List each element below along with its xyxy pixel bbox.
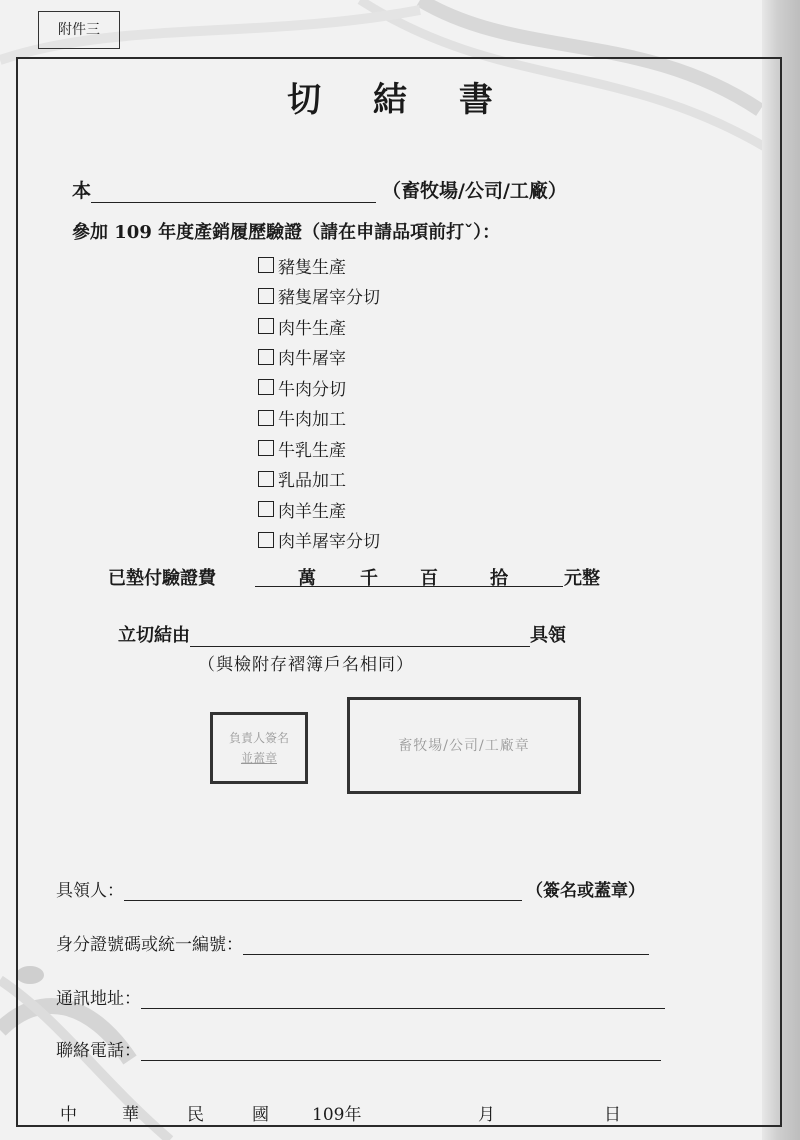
checklist-item[interactable]: [258, 403, 380, 434]
phone-line[interactable]: [141, 1040, 661, 1061]
item-label: 肉牛生產: [278, 318, 346, 339]
checkbox[interactable]: [258, 501, 274, 517]
payee-line[interactable]: [190, 626, 530, 647]
item-label: 肉羊屠宰分切: [278, 532, 380, 553]
checkbox[interactable]: [258, 471, 274, 487]
statement-suffix: 具領: [530, 625, 566, 646]
annex-label: 附件三: [38, 11, 120, 49]
fee-unit-bai: 百: [420, 568, 438, 589]
item-label: 豬隻屠宰分切: [278, 288, 380, 309]
date-row: [0, 1100, 800, 1126]
checkbox[interactable]: [258, 257, 274, 273]
recipient-note: （簽名或蓋章）: [526, 881, 645, 901]
recipient-row: [56, 876, 645, 901]
form-title: 切 結 書: [287, 80, 513, 120]
address-row: [56, 984, 665, 1009]
address-label: 通訊地址：: [56, 989, 141, 1009]
statement-prefix: 立切結由: [118, 625, 190, 646]
date-char-guo: 國: [252, 1105, 269, 1125]
recipient-label: 具領人：: [56, 881, 124, 901]
checklist-item[interactable]: [258, 372, 380, 403]
company-seal-label: 畜牧場/公司/工廠章: [398, 737, 530, 754]
checklist-item[interactable]: [258, 464, 380, 495]
checklist-item[interactable]: [258, 494, 380, 525]
date-year: 109年: [312, 1105, 362, 1125]
date-month: 月: [478, 1105, 495, 1125]
id-label: 身分證號碼或統一編號：: [56, 935, 243, 955]
item-label: 肉羊生產: [278, 501, 346, 522]
date-char-min: 民: [187, 1105, 204, 1125]
item-label: 豬隻生產: [278, 257, 346, 278]
fee-unit-shi: 拾: [490, 568, 508, 589]
fee-suffix: 元整: [564, 568, 600, 589]
responsible-label-line2: 並蓋章: [240, 751, 277, 765]
checkbox[interactable]: [258, 410, 274, 426]
checklist-item[interactable]: [258, 250, 380, 281]
header-row: [72, 176, 567, 203]
checkbox[interactable]: [258, 532, 274, 548]
item-label: 乳品加工: [278, 471, 346, 492]
item-label: 牛肉加工: [278, 410, 346, 431]
checkbox[interactable]: [258, 440, 274, 456]
item-label: 牛乳生產: [278, 440, 346, 461]
header-suffix: （畜牧場/公司/工廠）: [382, 180, 567, 202]
responsible-label-line1: 負責人簽名: [228, 731, 289, 745]
fee-unit-qian: 千: [360, 568, 378, 589]
header-prefix: 本: [72, 180, 92, 202]
statement-row: [118, 621, 566, 647]
company-seal-box[interactable]: [347, 697, 581, 794]
fee-unit-wan: 萬: [298, 568, 316, 589]
checkbox[interactable]: [258, 379, 274, 395]
phone-label: 聯絡電話：: [56, 1041, 141, 1061]
statement-note: （與檢附存褶簿戶名相同）: [198, 655, 414, 675]
checklist-item[interactable]: [258, 525, 380, 556]
recipient-line[interactable]: [124, 880, 522, 901]
item-label: 肉牛屠宰: [278, 349, 346, 370]
id-row: [56, 930, 649, 955]
item-checklist: [258, 250, 380, 555]
checkbox[interactable]: [258, 318, 274, 334]
checklist-item[interactable]: [258, 342, 380, 373]
participation-row: [72, 218, 500, 244]
checkbox[interactable]: [258, 288, 274, 304]
phone-row: [56, 1036, 661, 1061]
fee-label: 已墊付驗證費: [108, 568, 216, 589]
checklist-item[interactable]: [258, 281, 380, 312]
id-line[interactable]: [243, 934, 649, 955]
entity-name-line[interactable]: [91, 182, 376, 203]
date-char-hua: 華: [122, 1105, 139, 1125]
participation-text: 參加 109 年度產銷履歷驗證（請在申請品項前打ˇ）：: [72, 222, 501, 243]
checklist-item[interactable]: [258, 433, 380, 464]
responsible-signature-box[interactable]: [210, 712, 308, 784]
date-day: 日: [604, 1105, 621, 1125]
item-label: 牛肉分切: [278, 379, 346, 400]
checklist-item[interactable]: [258, 311, 380, 342]
checkbox[interactable]: [258, 349, 274, 365]
date-char-zhong: 中: [60, 1105, 77, 1125]
address-line[interactable]: [141, 988, 665, 1009]
